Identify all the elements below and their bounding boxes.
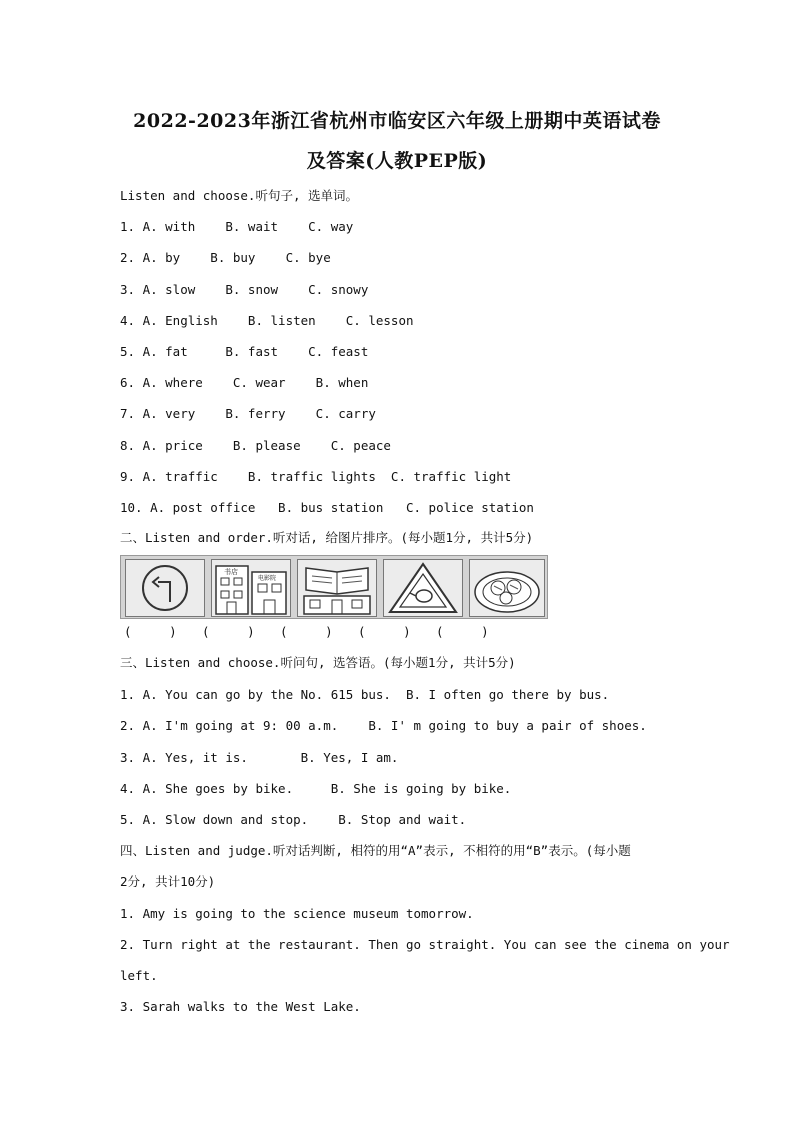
section3-heading: 三、Listen and choose.听问句, 选答语。(每小题1分, 共计5分): [120, 655, 516, 670]
plate-food-icon: [470, 560, 544, 616]
section1-item: 1. A. with B. wait C. way: [120, 219, 354, 234]
answer-bracket[interactable]: ( ): [358, 624, 411, 639]
section3-item: 1. A. You can go by the No. 615 bus. B. I often go there by bus.: [120, 687, 610, 702]
section4-item: 2. Turn right at the restaurant. Then go straight. You can see the cinema on your: [120, 937, 730, 952]
section1-item: 10. A. post office B. bus station C. police station: [120, 500, 534, 515]
section2-heading: 二、Listen and order.听对话, 给图片排序。(每小题1分, 共计5分): [120, 530, 534, 545]
section1-item: 4. A. English B. listen C. lesson: [120, 313, 414, 328]
library-book-icon: [298, 560, 376, 616]
section1-heading: Listen and choose.听句子, 选单词。: [120, 188, 359, 203]
bookstore-cinema-picture: [211, 559, 291, 617]
section3-item: 3. A. Yes, it is. B. Yes, I am.: [120, 750, 399, 765]
library-picture: [297, 559, 377, 617]
section4-heading: 四、Listen and judge.听对话判断, 相符的用“A”表示, 不相符的用“B”表示。(每小题: [120, 843, 631, 858]
section1-item: 6. A. where C. wear B. when: [120, 375, 369, 390]
picture-row: [120, 555, 548, 619]
section3-item: 2. A. I'm going at 9: 00 a.m. B. I' m going to buy a pair of shoes.: [120, 718, 647, 733]
answer-bracket[interactable]: ( ): [124, 624, 177, 639]
cinema-label: 电影院: [258, 575, 277, 582]
section1-item: 5. A. fat B. fast C. feast: [120, 344, 369, 359]
warning-sign-picture: [383, 559, 463, 617]
section4-item: 3. Sarah walks to the West Lake.: [120, 999, 361, 1014]
food-plate-picture: [469, 559, 545, 617]
page-subtitle: 及答案(人教PEP版): [306, 150, 488, 172]
section4-item-cont: left.: [120, 968, 158, 983]
turn-left-sign-picture: [125, 559, 205, 617]
page-title: 2022-2023年浙江省杭州市临安区六年级上册期中英语试卷: [133, 110, 661, 132]
section3-item: 5. A. Slow down and stop. B. Stop and wait.: [120, 812, 467, 827]
buildings-icon: [212, 560, 290, 616]
warning-triangle-icon: [384, 560, 462, 616]
answer-bracket[interactable]: ( ): [202, 624, 255, 639]
section1-item: 8. A. price B. please C. peace: [120, 438, 391, 453]
section1-item: 9. A. traffic B. traffic lights C. traffic light: [120, 469, 512, 484]
answer-bracket[interactable]: ( ): [280, 624, 333, 639]
answer-brackets: [120, 624, 546, 640]
section4-heading-cont: 2分, 共计10分): [120, 874, 216, 889]
section1-item: 2. A. by B. buy C. bye: [120, 250, 331, 265]
answer-bracket[interactable]: ( ): [436, 624, 489, 639]
section4-item: 1. Amy is going to the science museum tomorrow.: [120, 906, 474, 921]
section3-item: 4. A. She goes by bike. B. She is going by bike.: [120, 781, 512, 796]
section1-item: 3. A. slow B. snow C. snowy: [120, 282, 369, 297]
section1-item: 7. A. very B. ferry C. carry: [120, 406, 376, 421]
turn-left-sign-icon: [126, 560, 204, 616]
bookstore-label: 书店: [224, 568, 238, 576]
